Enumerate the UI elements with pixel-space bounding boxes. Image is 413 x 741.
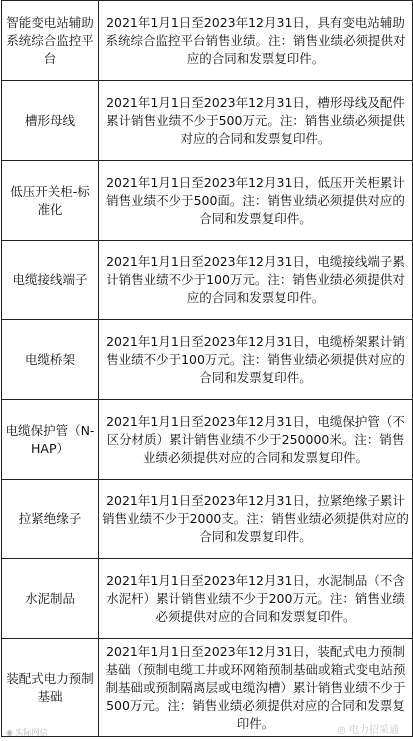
product-name-cell: 拉紧绝缘子 (2, 480, 99, 559)
table-row (2, 480, 413, 559)
requirement-cell: 2021年1月1日至2023年12月31日，拉紧绝缘子累计销售业绩不少于2000支。注：销售业绩必须提供对应的合同和发票复印件。 (99, 480, 413, 559)
requirements-table (1, 0, 413, 737)
watermark-left: ◉ 实际网信 (6, 728, 48, 737)
requirement-cell: 2021年1月1日至2023年12月31日，电缆桥架累计销售业绩不少于100万元。注：销售业绩必须提供对应的合同和发票复印件。 (99, 320, 413, 400)
table-row (2, 559, 413, 639)
product-name-cell: 水泥制品 (2, 559, 99, 639)
product-name-cell: 电缆桥架 (2, 320, 99, 400)
requirement-cell: 2021年1月1日至2023年12月31日，电缆接线端子累计销售业绩不少于100万元。注：销售业绩必须提供对应的合同和发票复印件。 (99, 241, 413, 320)
table-row (2, 320, 413, 400)
table-row (2, 81, 413, 161)
table-row (2, 161, 413, 241)
requirement-cell: 2021年1月1日至2023年12月31日，电缆保护管（不区分材质）累计销售业绩不少于250000米。注：销售业绩必须提供对应的合同和发票复印件。 (99, 400, 413, 480)
requirement-cell: 2021年1月1日至2023年12月31日，低压开关柜累计销售业绩不少于500面。注：销售业绩必须提供对应的合同和发票复印件。 (99, 161, 413, 241)
product-name-cell: 槽形母线 (2, 81, 99, 161)
requirement-cell: 2021年1月1日至2023年12月31日，装配式电力预制基础（预制电缆工井或环网箱预制基础或箱式变电站预制基础或预制隔离层或电缆沟槽）累计销售业绩不少于500万元。注：销售业绩必须提供对应的合同和发票复印件。 (99, 639, 413, 737)
product-name-cell: 智能变电站辅助系统综合监控平台 (2, 1, 99, 81)
requirement-cell: 2021年1月1日至2023年12月31日，槽形母线及配件累计销售业绩不少于500万元。注：销售业绩必须提供对应的合同和发票复印件。 (99, 81, 413, 161)
table-row (2, 1, 413, 81)
table-row (2, 400, 413, 480)
product-name-cell: 装配式电力预制基础 (2, 639, 99, 737)
table-row (2, 241, 413, 320)
product-name-cell: 电缆接线端子 (2, 241, 99, 320)
watermark-right: ◎ 电力招采通 (337, 725, 399, 736)
product-name-cell: 电缆保护管（N-HAP） (2, 400, 99, 480)
requirement-cell: 2021年1月1日至2023年12月31日，水泥制品（不含水泥杆）累计销售业绩不少于200万元。注：销售业绩必须提供对应的合同和发票复印件。 (99, 559, 413, 639)
requirement-cell: 2021年1月1日至2023年12月31日，具有变电站辅助系统综合监控平台销售业绩。注：销售业绩必须提供对应的合同和发票复印件。 (99, 1, 413, 81)
product-name-cell: 低压开关柜-标准化 (2, 161, 99, 241)
